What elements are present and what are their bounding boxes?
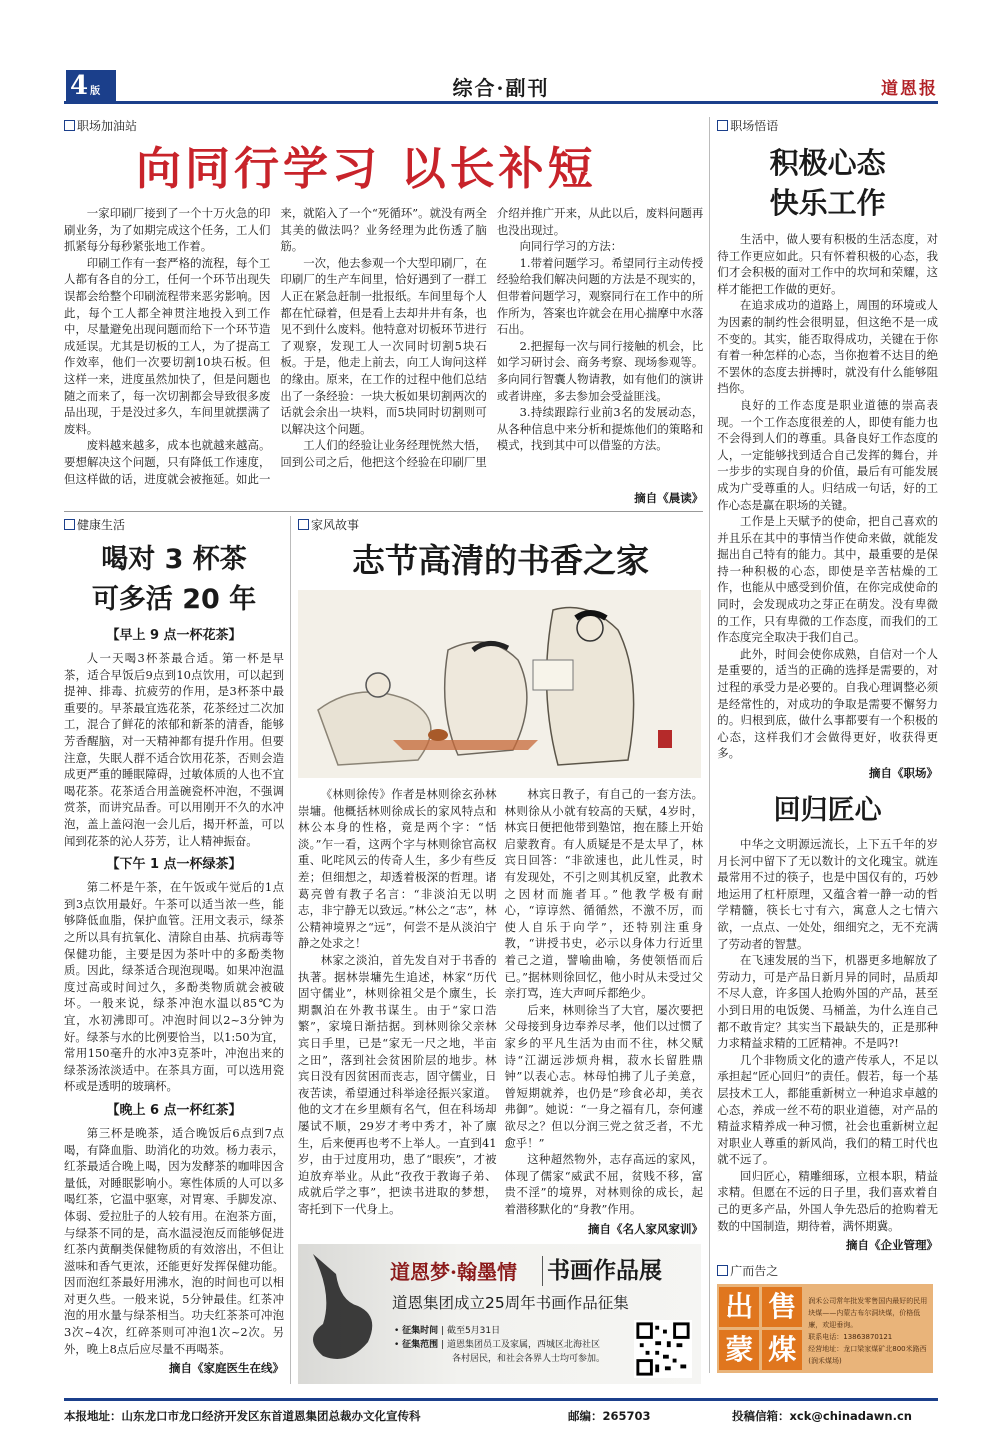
square-icon xyxy=(717,1265,728,1276)
headline-line: 喝对 3 杯茶 xyxy=(101,544,247,576)
article-source: 摘自《名人家风家训》 xyxy=(588,1221,703,1236)
section-label-text: 健康生活 xyxy=(77,518,126,533)
article-headline xyxy=(717,143,938,223)
qr-code-icon[interactable] xyxy=(634,1320,692,1378)
headline-line: 可多活 20 年 xyxy=(91,584,257,616)
ad-address: 经营地址：龙口梁家煤矿北800米路西 xyxy=(808,1345,927,1354)
article-source: 摘自《家庭医生在线》 xyxy=(169,1361,284,1376)
section-label-text: 职场悟语 xyxy=(730,119,779,133)
paragraph: 在飞速发展的当下，机器更多地解放了劳动力，可是产品日新月异的同时，品质却不尽人意，许多国人抢购外国的产品，甚至小到日用的电饭煲、马桶盖，为什么连自己都不敢肯定？其实当下最缺失的，正是那种力求精益求精的工匠精神。不是吗?! xyxy=(717,953,938,1051)
paragraph: 此外，时间会使你成熟，自信对一个人是重要的，适当的正确的选择是需要的，对过程的承受力是必要的。自我心理调整必须是经常性的，对成功的争取是需要不懈努力的。归根到底，做什么事都要有一个积极的心态，这样我们才会做得更好，收获得更多。 xyxy=(717,646,938,761)
ink-painting-illustration xyxy=(298,590,701,778)
footer-postcode: 邮编：265703 xyxy=(568,1408,651,1423)
paragraph: 后来，林则徐当了大官，屡次要把父母接到身边奉养尽孝，他们以过惯了家乡的平凡生活为由而不往，林父赋诗“江湖远涉烦舟楫，菽水长留胜鼎钟”以表心志。林母怕拂了儿子美意，曾短期就养，也仍是“珍食必却，美衣弗御”。她说：“一身之福有几，奈何遽欲尽之？但以分润三党之贫乏者，不尤愈乎！” xyxy=(504,1002,703,1150)
paragraph: 这种超然物外，志存高远的家风，体现了儒家“威武不屈，贫贱不移，富贵不淫”的境界，对林则徐的成长，起着潜移默化的“身教”作用。 xyxy=(504,1152,703,1216)
headline-line: 快乐工作 xyxy=(769,186,886,220)
health-column xyxy=(64,516,290,1381)
section-label-text: 家风故事 xyxy=(311,518,360,533)
article-body xyxy=(64,205,703,487)
banner-title: 书画作品展 xyxy=(542,1256,662,1286)
article-source: 摘自《企业管理》 xyxy=(846,1238,938,1253)
footer-rule xyxy=(64,1398,938,1401)
footer-email[interactable]: 投稿信箱：xck@chinadawn.cn xyxy=(732,1408,912,1423)
paragraph: 3.持续跟踪行业前3名的发展动态，从各种信息中来分析和提炼他们的策略和模式，找到其中可以借鉴的方法。 xyxy=(496,405,704,453)
paragraph: 人一天喝3杯茶最合适。第一杯是早茶，适合早饭后9点到10点饮用，可以起到提神、排毒、抗疲劳的作用，是3杯茶中最重要的。早茶最宜选花茶，花茶经过二次加工，混合了鲜花的浓郁和新茶的清香，能够芳香醒脑，对一天精神都有提升作用。但要注意，失眠人群不适合饮用花茶，否则会造成更严重的睡眠障碍，过敏体质的人也不宜喝花茶。花茶适合用盖碗瓷杯冲泡，不强调赏茶，而讲究品香。可以用刚开不久的水冲泡，盖上盖闷泡一会儿后，揭开杯盖，可以闻到花茶的沁人芬芳，让人精神振奋。 xyxy=(64,651,284,848)
paragraph: 良好的工作态度是职业道德的崇高表现。一个工作态度很差的人，即使有能力也不会得到人们的尊重。具备良好工作态度的人，一定能够找到适合自己发挥的舞台，并一步步的实现自身的价值，最后有可能发展成为广受尊重的人。归结成一句话，好的工作心态是赢在职场的关键。 xyxy=(717,397,938,512)
square-icon xyxy=(717,120,728,131)
paragraph: 工人们的经验让业务经理恍然大悟，回到公司之后，他把这个经验在印刷厂里介绍并推广开来，从此以后，废料问题再也没出现过。 xyxy=(280,206,704,469)
section-label-health xyxy=(64,516,284,534)
paragraph: 生活中，做人要有积极的生活态度，对待工作更应如此。只有怀着积极的心态，我们才会积极的面对工作中的坎坷和荣耀，这样才能把工作做的更好。 xyxy=(717,232,938,296)
square-icon xyxy=(64,519,75,530)
section-label-ads xyxy=(717,1262,938,1280)
paragraph: 回归匠心，精雕细琢，立根本职，精益求精。但愿在不远的日子里，我们喜欢着自己的更多产品，外国人争先恐后的抢购着无数的中国制造，期待着，满怀期冀。 xyxy=(717,1168,938,1233)
scope-value: 道恩集团员工及家属，西城区北海社区 xyxy=(446,1339,600,1350)
page-suffix: 版 xyxy=(90,86,101,97)
ad-text xyxy=(808,1287,931,1370)
headline-line: 积极心态 xyxy=(769,146,886,180)
subheading: 【晚上 6 点一杯红茶】 xyxy=(106,1102,242,1118)
section-label-insight xyxy=(717,117,938,135)
article-headline: 回归匠心 xyxy=(773,795,882,826)
footer xyxy=(64,1398,938,1438)
paragraph: 废料越来越多，成本也就越来越高。要想解决这个问题，只有降低工作速度，但这样做的话，进度就会被拖延。如此一来，就陷入了一个“死循环”。就没有两全其美的做法吗？业务经理为此伤透了脑筋。 xyxy=(64,206,487,486)
paragraph: 中华之文明源远流长，上下五千年的岁月长河中留下了无以数计的文化瑰宝。就连最常用不过的筷子，也是中国仅有的，巧妙地运用了杠杆原理，又蕴含着一静一动的哲学精髓，筷长七寸有六，寓意人之七情六欲，一点点、一处处，细细究之，无不充满了劳动者的智慧。 xyxy=(717,837,938,951)
time-value: 截至5月31日 xyxy=(446,1325,501,1336)
paragraph: 林宾日教子，有自己的一套方法。林则徐从小就有较高的天赋，4岁时，林宾日便把他带到塾馆，抱在膝上开始启蒙教育。有人质疑是不是太早了，林宾日回答：“非欲速也，此儿性灵，时有发现处，不引之则其机反窒，此教术之因材而施者耳。”他教学极有耐心，“谆谆然、循循然，不激不厉，而使人自乐于向学”，还特别注重身教，“讲授书史，必示以身体力行近里着己之道，譬喻曲喻，务使领悟而后已。”据林则徐回忆，他小时从未受过父亲打骂，连大声呵斥都绝少。 xyxy=(504,787,703,1001)
paragraph: 向同行学习的方法： xyxy=(519,239,623,254)
ad-char: 蒙 xyxy=(719,1330,759,1370)
section-label-text: 职场加油站 xyxy=(77,119,138,133)
article-body xyxy=(64,626,284,1357)
square-icon xyxy=(64,120,75,131)
divider xyxy=(64,511,703,512)
article-headline xyxy=(64,540,284,620)
section-label-career xyxy=(64,117,703,135)
right-column xyxy=(709,117,938,1373)
section-label-family xyxy=(298,516,703,534)
paragraph: 在追求成功的道路上，周围的环境或人为因素的制约性会很明显，但这绝不是一成不变的。其实，能否取得成功，关键在于你有着一种怎样的心态，当你抱着不达目的绝不罢休的态度去拼搏时，就没有什么能够阻挡你。 xyxy=(717,298,938,396)
family-column xyxy=(290,516,703,1383)
scope-value: 各村居民，和社会各界人士均可参加。 xyxy=(452,1353,606,1364)
ad-line: 块煤——内蒙古布尔洞块煤，价格低廉，欢迎垂询。 xyxy=(808,1309,921,1330)
ad-address-note: (润禾煤场) xyxy=(808,1357,842,1366)
paragraph: 一次，他去参观一个大型印刷厂，在印刷厂的生产车间里，恰好遇到了一群工人正在紧急赶制一批报纸。车间里每个人都在忙碌着，但是看上去却井井有条，也见不到什么废料。他特意对切板环节进行了观察，发现工人一次同时切割5块石板。于是，他走上前去，向工人询问这样的缘由。原来，在工作的过程中他们总结出了一条经验：一块大板如果切割两次的话就会余出一块料，而5块同时切割则可以解决这个问题。 xyxy=(280,255,487,436)
paragraph: 几个非物质文化的遗产传承人，不足以承担起“匠心回归”的责任。假若，每一个基层技术工人，都能重新树立一种追求卓越的心态，养成一丝不苟的职业道德，对产品的精益求精养成一种习惯，社会也重新树立起对职业人尊重的新风尚，我们的精工时代也就不远了。 xyxy=(717,1052,938,1167)
page-number: 4 xyxy=(70,71,89,101)
scope-label: 征集范围 xyxy=(402,1339,439,1350)
page-content xyxy=(64,0,938,1384)
banner-subtitle: 道恩集团成立25周年书画作品征集 xyxy=(392,1293,629,1312)
left-region xyxy=(64,117,703,1384)
paragraph: 《林则徐传》作者是林则徐玄孙林崇墉。他概括林则徐成长的家风特点和林公本身的性格，竟是两个字：“恬淡。”乍一看，这两个字与林则徐官高权重、叱咤风云的传奇人生，多少有些反差；但细想之，却透着极深的哲理。诸葛亮曾有教子名言：“非淡泊无以明志，非宁静无以致远。”林公之“志”，林公精神境界之“远”，何尝不是从淡泊宁静之处求之！ xyxy=(298,787,497,951)
ad-char: 出 xyxy=(719,1287,759,1327)
paragraph: 第三杯是晚茶，适合晚饭后6点到7点喝，有降血脂、助消化的功效。杨力表示，红茶最适合晚上喝，因为发酵茶的咖啡因含量低，对睡眠影响小。寒性体质的人可以多喝红茶，它温中驱寒，对胃寒、手脚发凉、体弱、爱拉肚子的人较有用。在泡茶方面，与绿茶不同的是，高水温浸泡反而能够促进红茶内黄酮类保健物质的有效溶出，不但让滋味和香气更浓，还能更好发挥保健功能。因而泡红茶最好用沸水，泡的时间也可以相对更久些。一般来说，5分钟最佳。红茶冲泡的用水量与绿茶相当。功夫红茶茶可冲泡3次~4次，红碎茶则可冲泡1次~2次。另外，晚上8点后应尽量不再喝茶。 xyxy=(64,1125,284,1356)
paragraph: 一家印刷厂接到了一个十万火急的印刷业务，为了如期完成这个任务，工人们抓紧每分每秒紧张地工作着。 xyxy=(64,206,271,254)
article-headline: 志节高清的书香之家 xyxy=(352,541,649,581)
paragraph: 印刷工作有一套严格的流程，每个工人都有各自的分工，任何一个环节出现失误都会给整个印刷流程带来恶劣影响。因此，每个工人都全神贯注地投入到工作中，尽量避免出现问题而给下一个环节造成延误。尤其是切板的工人，为了提高工作效率，他们一次要切割10块石板。但这样一来，进度虽然加快了，但是问题也随之而来了，每一次切割都会导致很多废品出现，于是没过多久，车间里就摆满了废料。 xyxy=(64,255,271,436)
subheading: 【早上 9 点一杯花茶】 xyxy=(106,628,242,644)
calligraphy-exhibition-banner: 道恩梦·翰墨情 书画作品展 道恩集团成立25周年书画作品征集 • 征集时间 | 截至5月31日 • 征集范围 | 道恩集团员工及家属，西城区北海社区 各村居民，和社会各界人士均可参加。 xyxy=(298,1244,701,1384)
ad-line: 润禾公司常年批发零售国内最好的民用 xyxy=(808,1297,928,1306)
paragraph: 工作是上天赋予的使命，把自己喜欢的并且乐在其中的事情当作使命来做，就能发掘出自己特有的能力。其中，最重要的是保持一种积极的心态，即使是辛苦枯燥的工作，也能从中感受到价值，在你完成使命的同时，会发现成功之芽正在萌发。没有卑微的工作，只有卑微的工作态度，而我们的工作态度完全取决于我们自己。 xyxy=(717,514,938,645)
banner-calligraphy: 道恩梦·翰墨情 xyxy=(390,1259,517,1284)
ad-char: 煤 xyxy=(762,1330,802,1370)
article-body xyxy=(717,836,938,1234)
ad-phone: 联系电话：13863870121 xyxy=(808,1333,893,1342)
ad-char: 售 xyxy=(762,1287,802,1327)
article-headline: 向同行学习 以长补短 xyxy=(136,142,597,195)
article-body xyxy=(298,786,703,1217)
time-label: 征集时间 xyxy=(402,1325,439,1336)
section-title: 综合·副刊 xyxy=(452,76,550,100)
ink-splash-icon xyxy=(298,1244,388,1384)
masthead-logo: 道恩报 xyxy=(881,79,938,99)
footer-address: 本报地址：山东龙口市龙口经济开发区东首道恩集团总裁办文化宣传科 xyxy=(64,1408,421,1423)
paragraph: 1.带着问题学习。希望同行主动传授经验给我们解决问题的方法是不现实的，但带着问题学习，观察同行在工作中的所作所为，答案也许就会在用心揣摩中水落石出。 xyxy=(496,255,704,337)
subheading: 【下午 1 点一杯绿茶】 xyxy=(106,857,242,873)
paragraph: 第二杯是午茶，在午饭或午觉后的1点到3点饮用最好。午茶可以适当浓一些，能够降低血脂，保护血管。汪用文表示，绿茶之所以具有抗氧化、清除自由基、抗病毒等保健功能，主要是因为茶叶中的多酚类物质。因此，绿茶适合现泡现喝。如果冲泡温度过高或时间过久，多酚类物质就会被破坏。一般来说，绿茶冲泡水温以85℃为宜，水初沸即可。冲泡时间以2~3分钟为好。绿茶与水的比例要恰当，以1:50为宜，常用150毫升的水冲3克茶叶，冲泡出来的绿茶汤浓淡适中。在茶具方面，可以选用瓷杯或是透明的玻璃杯。 xyxy=(64,880,284,1094)
bottom-row xyxy=(64,516,703,1383)
article-source: 摘自《晨读》 xyxy=(634,491,704,506)
section-label-text: 广而告之 xyxy=(730,1264,779,1279)
classified-ad xyxy=(717,1284,933,1373)
square-icon xyxy=(298,519,309,530)
article-body xyxy=(717,231,938,762)
article-source: 摘自《职场》 xyxy=(869,766,938,780)
ad-char-grid xyxy=(719,1287,802,1370)
paragraph: 2.把握每一次与同行接触的机会，比如学习研讨会、商务考察、现场参观等。多向同行智囊人物请教，如有他们的演讲或者讲座，多去参加会受益匪浅。 xyxy=(496,338,704,403)
paragraph: 林家之淡泊，首先发自对于书香的执著。据林崇墉先生追述，林家“历代固守儒业”，林则徐祖父是个廪生，长期飘泊在外教书谋生。由于“家口浩繁”，家境日渐拮据。到林则徐父亲林宾日手里，已是“家无一尺之地，半亩之田”，落到社会贫困阶层的地步。林宾日没有因贫困而丧志，固守儒业，日夜苦读，希望通过科举途径振兴家道。他的文才在乡里颇有名气，但在科场却屡试不顺，29岁才考中秀才，补了廪生，后来便再也考不上举人。一直到41岁，由于过度用功，患了“眼疾”，才被迫放弃举业。从此“孜孜于教诲子弟、成就后学之事”，把读书进取的梦想，寄托到下一代身上。 xyxy=(298,953,497,1216)
